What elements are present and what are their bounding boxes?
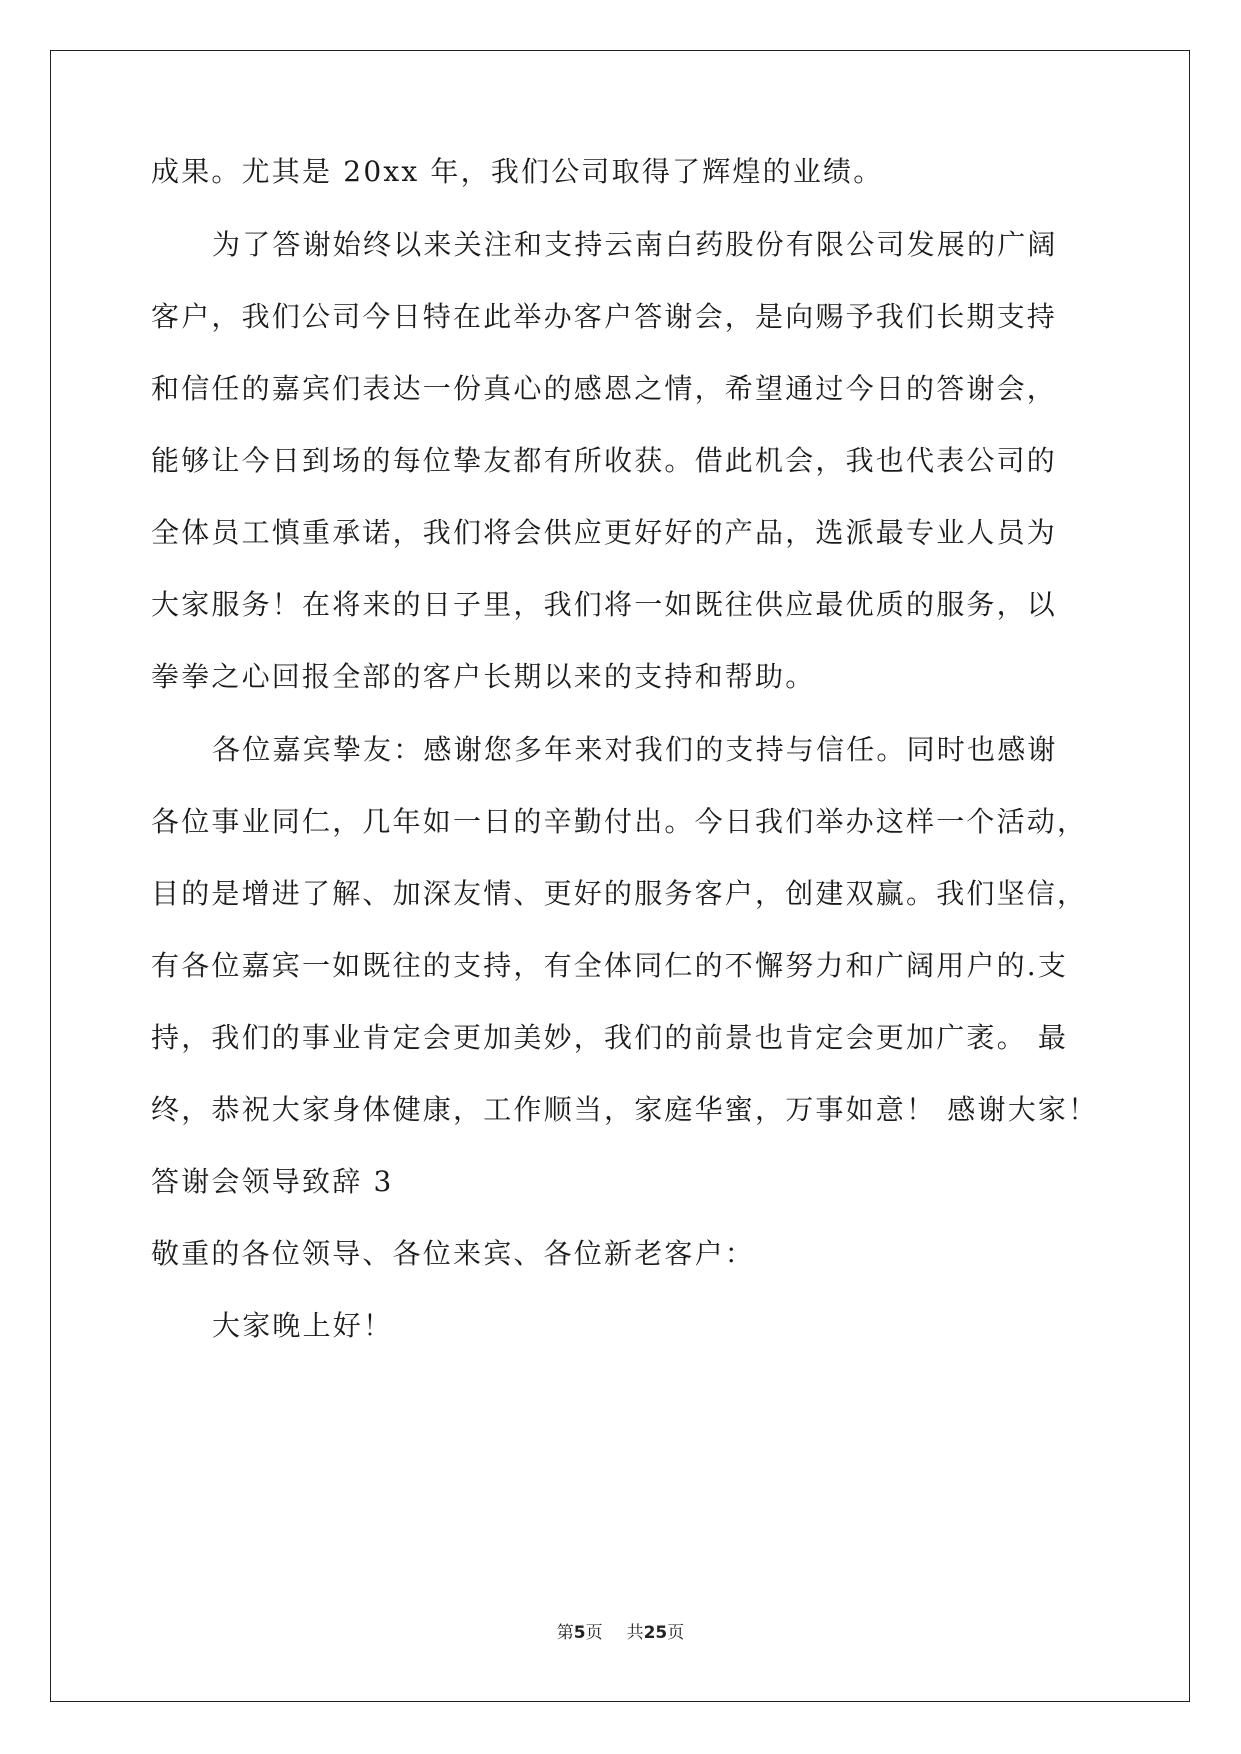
page-number: 5 — [573, 1623, 586, 1643]
total-prefix: 共 — [626, 1623, 644, 1643]
text-line: 各位事业同仁，几年如一日的辛勤付出。今日我们举办这样一个活动， — [151, 805, 1088, 838]
paragraph-start-line: 各位嘉宾挚友：感谢您多年来对我们的支持与信任。同时也感谢 — [212, 733, 1058, 766]
text-line: 能够让今日到场的每位挚友都有所收获。借此机会，我也代表公司的 — [151, 444, 1058, 477]
total-suffix: 页 — [667, 1623, 685, 1643]
text-line: 成果。尤其是 20xx 年，我们公司取得了辉煌的业绩。 — [151, 155, 884, 188]
text-line: 持，我们的事业肯定会更加美妙，我们的前景也肯定会更加广袤。 最 — [151, 1021, 1069, 1054]
text-line: 拳拳之心回报全部的客户长期以来的支持和帮助。 — [151, 660, 816, 693]
total-pages: 25 — [643, 1623, 668, 1643]
text-line: 和信任的嘉宾们表达一份真心的感恩之情，希望通过今日的答谢会， — [151, 372, 1058, 405]
text-line: 全体员工慎重承诺，我们将会供应更好好的产品，选派最专业人员为 — [151, 516, 1058, 549]
text-line: 大家服务！在将来的日子里，我们将一如既往供应最优质的服务，以 — [151, 588, 1058, 621]
paragraph-start-line: 为了答谢始终以来关注和支持云南白药股份有限公司发展的广阔 — [212, 228, 1058, 261]
text-line: 终，恭祝大家身体健康，工作顺当，家庭华蜜，万事如意！ 感谢大家！ — [151, 1093, 1099, 1126]
salutation-line: 敬重的各位领导、各位来宾、各位新老客户： — [151, 1237, 756, 1270]
text-line: 客户，我们公司今日特在此举办客户答谢会，是向赐予我们长期支持 — [151, 300, 1058, 333]
text-line: 目的是增进了解、加深友情、更好的服务客户，创建双赢。我们坚信， — [151, 877, 1088, 910]
page-prefix: 第 — [556, 1623, 574, 1643]
page-footer — [0, 1618, 1241, 1643]
section-heading: 答谢会领导致辞 3 — [151, 1165, 394, 1198]
page-suffix: 页 — [585, 1623, 603, 1643]
text-line: 有各位嘉宾一如既往的支持，有全体同仁的不懈努力和广阔用户的.支 — [151, 949, 1069, 982]
greeting-line: 大家晚上好！ — [212, 1309, 394, 1342]
